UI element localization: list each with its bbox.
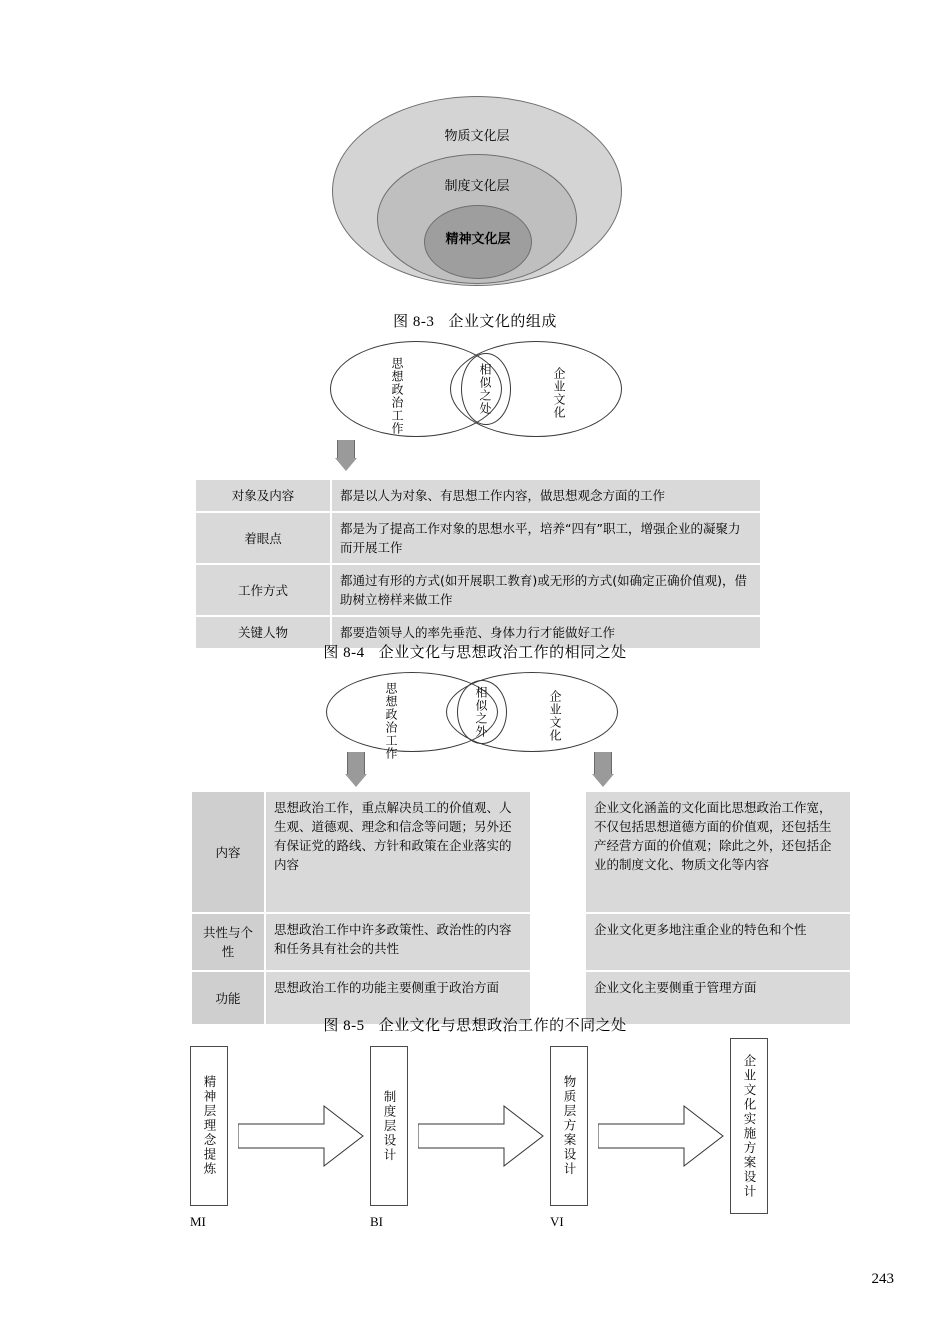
figure-8-3-caption [0, 310, 950, 331]
row-right-content: 企业文化涵盖的文化面比思想政治工作宽，不仅包括思想道德方面的价值观，还包括生产经营方面的价值观；除此之外，还包括企业的制度文化、物质文化等内容 [586, 792, 850, 912]
figure-8-4-caption-number: 图 8-4 [323, 645, 365, 661]
table-row [192, 914, 850, 970]
table-row [196, 480, 760, 511]
process-arrow-icon-2 [418, 1104, 544, 1168]
process-arrow-icon-3 [598, 1104, 724, 1168]
figure-8-4-caption-text: 企业文化与思想政治工作的相同之处 [378, 645, 627, 661]
row-label: 功能 [192, 972, 264, 1024]
figure-8-5-caption-number: 图 8-5 [323, 1018, 365, 1034]
middle-ellipse-label: 制度文化层 [444, 179, 510, 194]
figure-8-4-table [194, 478, 762, 650]
row-left-content: 思想政治工作中许多政策性、政治性的内容和任务具有社会的共性 [266, 914, 530, 970]
figure-8-5-left-arrow-icon [345, 752, 367, 787]
figure-8-3-caption-number: 图 8-3 [393, 314, 435, 330]
row-label: 共性与个性 [192, 914, 264, 970]
process-step-code-1: MI [190, 1214, 206, 1229]
figure-8-4-venn [330, 341, 622, 439]
row-label: 关键人物 [196, 617, 330, 648]
row-label: 着眼点 [196, 513, 330, 563]
row-label: 工作方式 [196, 565, 330, 615]
row-content: 都要造领导人的率先垂范、身体力行才能做好工作 [332, 617, 760, 648]
process-step-label-2: 制度层设计 [382, 1089, 397, 1163]
row-content: 都是为了提高工作对象的思想水平，培养“四有”职工，增强企业的凝聚力而开展工作 [332, 513, 760, 563]
row-right-content: 企业文化更多地注重企业的特色和个性 [586, 914, 850, 970]
inner-ellipse-label: 精神文化层 [445, 232, 511, 247]
venn-left-label: 思想政治工作 [390, 357, 404, 435]
venn-center-label: 相似之外 [474, 686, 488, 738]
figure-8-6-process [190, 1046, 770, 1256]
process-step-label-4: 企业文化实施方案设计 [742, 1053, 757, 1199]
figure-8-5-caption-text: 企业文化与思想政治工作的不同之处 [378, 1018, 627, 1034]
column-gap [532, 914, 584, 970]
venn-right-label: 企业文化 [552, 367, 566, 419]
row-label: 对象及内容 [196, 480, 330, 511]
process-step-box-4 [730, 1038, 768, 1214]
figure-8-3-diagram [332, 96, 622, 286]
process-step-box-1 [190, 1046, 228, 1206]
process-step-code-3: VI [550, 1214, 564, 1229]
row-content: 都通过有形的方式(如开展职工教育)或无形的方式(如确定正确价值观)，借助树立榜样来做工作 [332, 565, 760, 615]
row-left-content: 思想政治工作，重点解决员工的价值观、人生观、道德观、理念和信念等问题；另外还有保证党的路线、方针和政策在企业落实的内容 [266, 792, 530, 912]
process-step-code-2: BI [370, 1214, 383, 1229]
venn-center-label: 相似之处 [478, 363, 492, 415]
figure-8-5-venn [326, 672, 618, 760]
row-right-content: 企业文化主要侧重于管理方面 [586, 972, 850, 1024]
process-arrow-icon-1 [238, 1104, 364, 1168]
figure-8-4-caption [0, 641, 950, 662]
figure-8-5-table [190, 790, 852, 1026]
venn-right-label: 企业文化 [548, 690, 562, 742]
row-content: 都是以人为对象、有思想工作内容，做思想观念方面的工作 [332, 480, 760, 511]
process-step-box-2 [370, 1046, 408, 1206]
table-row [196, 565, 760, 615]
process-step-box-3 [550, 1046, 588, 1206]
venn-left-label: 思想政治工作 [384, 682, 398, 760]
figure-8-4-arrow-icon [335, 440, 357, 471]
figure-8-3-caption-text: 企业文化的组成 [448, 314, 557, 330]
figure-8-5-caption [0, 1014, 950, 1035]
table-row [192, 792, 850, 912]
figure-8-5-right-arrow-icon [592, 752, 614, 787]
table-row [196, 513, 760, 563]
process-step-label-1: 精神层理念提炼 [202, 1075, 217, 1177]
page-number: 243 [871, 1271, 894, 1287]
outer-ellipse-label: 物质文化层 [444, 129, 510, 144]
row-label: 内容 [192, 792, 264, 912]
column-gap [532, 792, 584, 912]
inner-ellipse-spiritual-culture [424, 205, 532, 279]
row-left-content: 思想政治工作的功能主要侧重于政治方面 [266, 972, 530, 1024]
process-step-label-3: 物质层方案设计 [562, 1075, 577, 1177]
